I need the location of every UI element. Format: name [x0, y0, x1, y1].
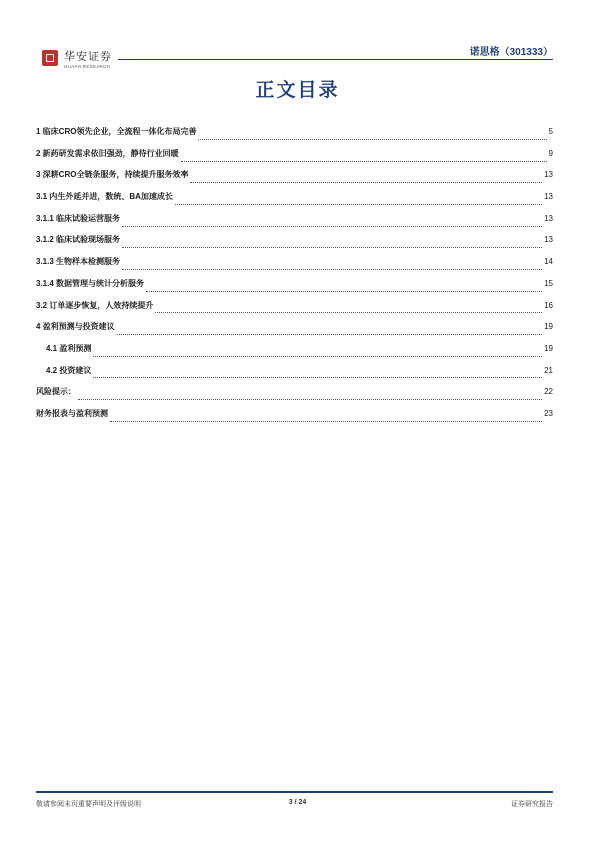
- toc-leader-dots: [190, 181, 542, 183]
- toc-leader-dots: [175, 203, 542, 205]
- toc-leader-dots: [93, 355, 542, 357]
- toc-entry-label: 3.1.1 临床试验运营服务: [36, 213, 121, 223]
- toc-entry-page: 21: [544, 365, 553, 375]
- toc-entry-page: 13: [544, 170, 553, 180]
- toc-entry[interactable]: [36, 300, 553, 322]
- toc-entry-page: 22: [544, 387, 553, 397]
- toc-entry[interactable]: [36, 169, 553, 191]
- toc-entry[interactable]: [36, 408, 553, 430]
- toc-leader-dots: [110, 420, 542, 422]
- toc-leader-dots: [181, 160, 547, 162]
- toc-leader-dots: [122, 225, 542, 227]
- toc-leader-dots: [78, 398, 542, 400]
- toc-entry[interactable]: [36, 213, 553, 235]
- toc-leader-dots: [117, 333, 542, 335]
- footer-disclaimer: 敬请参阅末页重要声明及评级说明: [36, 801, 141, 808]
- page-number: 3 / 24: [288, 799, 307, 806]
- footer-divider: [36, 791, 553, 793]
- toc-entry-page: 16: [544, 300, 553, 310]
- page-header: [0, 0, 595, 80]
- toc-entry-label: 风险提示：: [36, 387, 76, 397]
- toc-entry-label: 3.1 内生外延并进，数统、BA加速成长: [36, 192, 173, 202]
- toc-entry[interactable]: [36, 234, 553, 256]
- toc-entry-label: 3.2 订单逐步恢复，人效持续提升: [36, 300, 154, 310]
- toc-entry-label: 财务报表与盈利预测: [36, 408, 108, 418]
- toc-entry-label: 3.1.3 生物样本检测服务: [36, 257, 121, 267]
- toc-entry[interactable]: [36, 343, 553, 365]
- toc-entry-page: 15: [544, 278, 553, 288]
- toc-entry-label: 3.1.4 数据管理与统计分析服务: [36, 278, 145, 288]
- toc-entry[interactable]: [36, 321, 553, 343]
- toc-entry[interactable]: [36, 126, 553, 148]
- toc-leader-dots: [155, 311, 542, 313]
- toc-entry-page: 19: [544, 322, 553, 332]
- toc-entry-page: 9: [548, 148, 553, 158]
- toc-entry-label: 4.2 投资建议: [46, 365, 92, 375]
- toc-entry[interactable]: [36, 148, 553, 170]
- page-title: 正文目录: [255, 79, 340, 101]
- toc-entry-page: 13: [544, 192, 553, 202]
- logo-text: 华安证券: [64, 50, 112, 63]
- toc-entry-label: 1 临床CRO领先企业，全流程一体化布局完善: [36, 127, 197, 136]
- toc-entry[interactable]: [36, 191, 553, 213]
- toc-leader-dots: [93, 376, 542, 378]
- toc-entry-label: 3.1.2 临床试验现场服务: [36, 235, 121, 245]
- toc-entry[interactable]: [36, 386, 553, 408]
- toc-entry-page: 19: [544, 343, 553, 353]
- stock-name: 诺思格（301333）: [469, 47, 553, 58]
- toc-entry-page: 5: [548, 127, 553, 136]
- toc-entry[interactable]: [36, 365, 553, 387]
- toc-entry-label: 2 新药研发需求依旧强劲，静待行业回暖: [36, 148, 179, 158]
- toc-leader-dots: [198, 138, 546, 140]
- logo-seal-icon: [42, 50, 58, 66]
- toc-entry[interactable]: [36, 256, 553, 278]
- toc-entry-label: 4.1 盈利预测: [46, 343, 92, 353]
- toc-entry[interactable]: [36, 278, 553, 300]
- toc-leader-dots: [122, 246, 542, 248]
- report-type: 证券研究报告: [511, 801, 553, 808]
- header-divider: [118, 59, 553, 60]
- toc-entry-page: 14: [544, 257, 553, 267]
- toc-entry-page: 23: [544, 408, 553, 418]
- logo-subtext: HUAAN RESEARCH: [64, 64, 111, 69]
- toc-entry-label: 3 深耕CRO全链条服务，持续提升服务效率: [36, 170, 189, 180]
- toc-leader-dots: [146, 290, 542, 292]
- toc-entry-label: 4 盈利预测与投资建议: [36, 322, 115, 332]
- toc-entry-page: 13: [544, 213, 553, 223]
- toc-leader-dots: [122, 268, 542, 270]
- table-of-contents: [36, 126, 553, 430]
- toc-entry-page: 13: [544, 235, 553, 245]
